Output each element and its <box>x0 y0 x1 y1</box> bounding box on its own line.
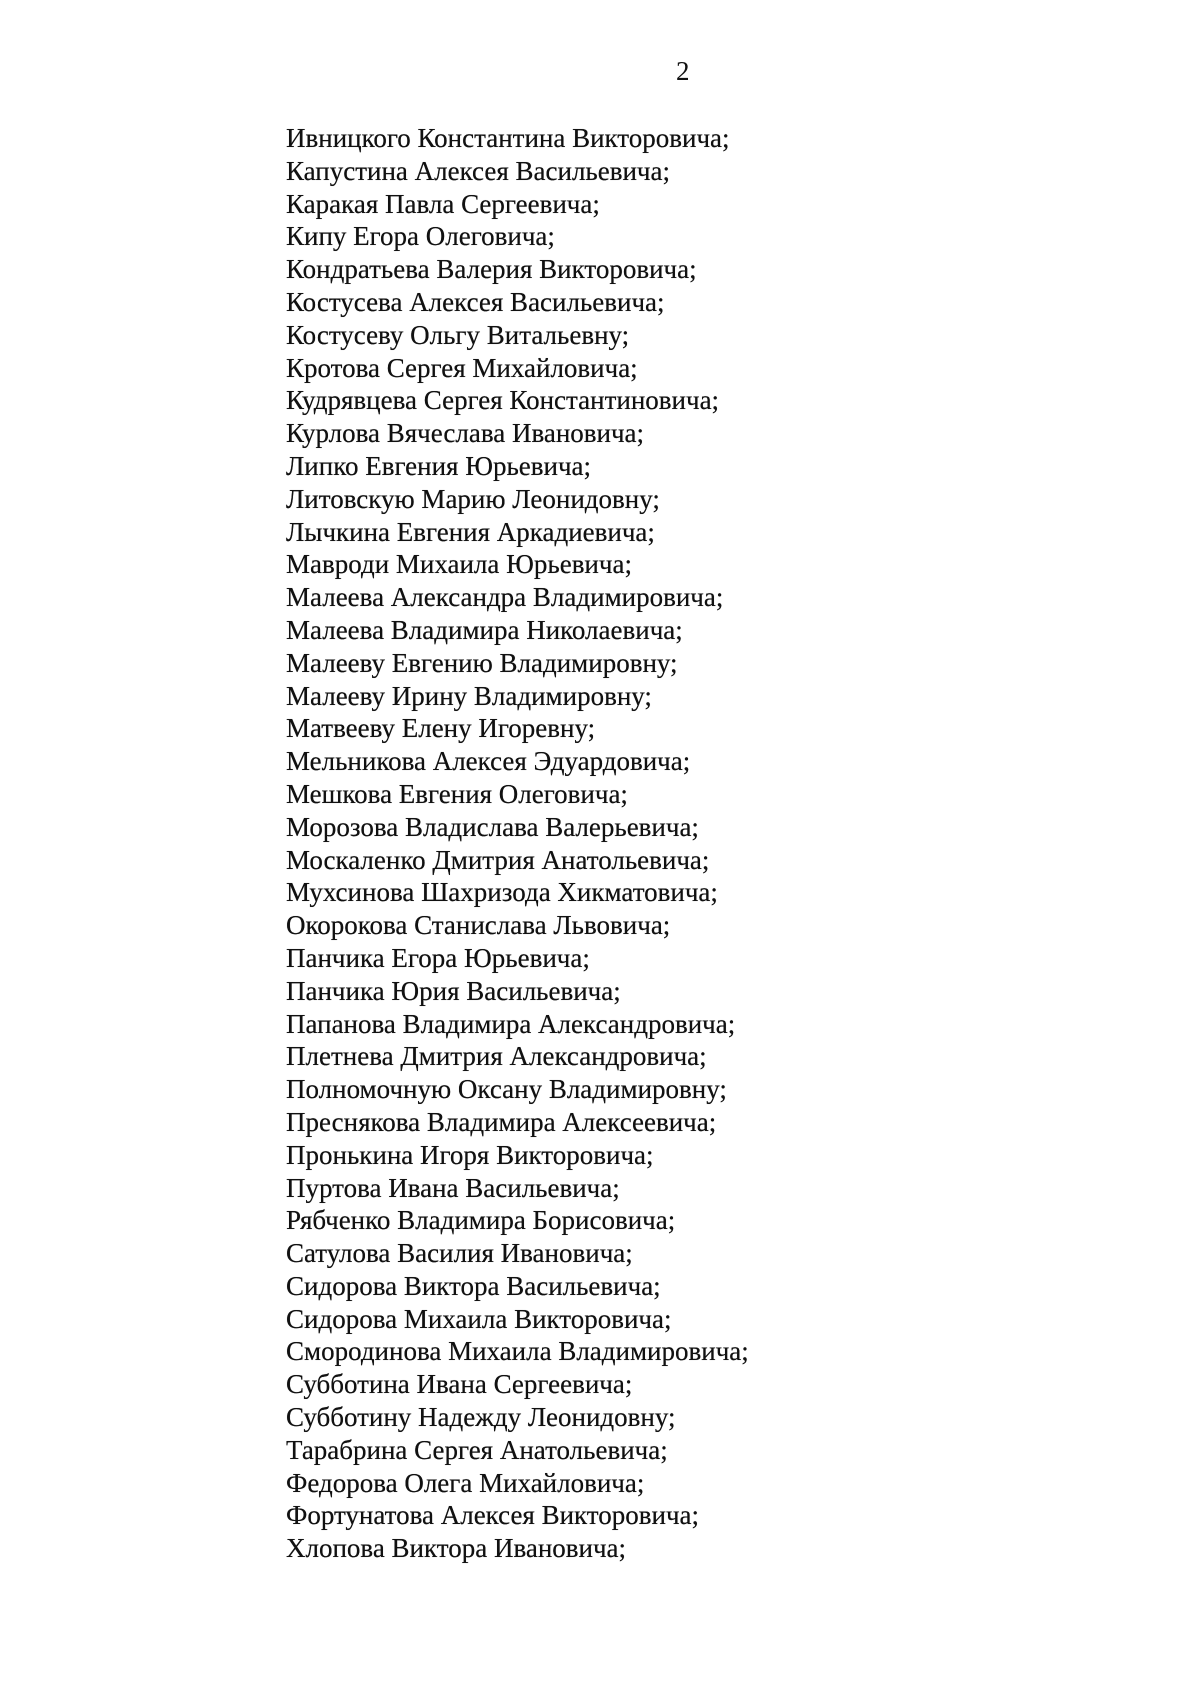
list-item: Малеева Владимира Николаевича; <box>286 614 683 645</box>
list-item: Ивницкого Константина Викторовича; <box>286 123 730 153</box>
name-list <box>286 122 1146 1565</box>
list-item: Плетнева Дмитрия Александровича; <box>286 1041 707 1072</box>
list-item: Хлопова Виктора Ивановича; <box>286 1533 627 1564</box>
list-item: Лычкина Евгения Аркадиевича; <box>286 516 655 547</box>
list-item: Капустина Алексея Васильевича; <box>286 155 670 186</box>
list-item: Полномочную Оксану Владимировну; <box>286 1074 727 1105</box>
page-number: 2 <box>676 56 690 86</box>
list-item: Кондратьева Валерия Викторовича; <box>286 254 697 285</box>
list-item: Кротова Сергея Михайловича; <box>286 352 638 383</box>
list-item: Малееву Ирину Владимировну; <box>286 680 652 711</box>
list-item: Федорова Олега Михайловича; <box>286 1467 645 1498</box>
list-item: Тарабрина Сергея Анатольевича; <box>286 1434 668 1465</box>
list-item: Пронькина Игоря Викторовича; <box>286 1139 654 1170</box>
list-item: Пуртова Ивана Васильевича; <box>286 1172 620 1203</box>
list-item: Сидорова Михаила Викторовича; <box>286 1303 672 1334</box>
list-item: Мавроди Михаила Юрьевича; <box>286 549 632 580</box>
list-item: Литовскую Марию Леонидовну; <box>286 483 660 514</box>
list-item: Костусеву Ольгу Витальевну; <box>286 319 630 350</box>
list-item: Преснякова Владимира Алексеевича; <box>286 1106 717 1137</box>
list-item: Мешкова Евгения Олеговича; <box>286 778 628 809</box>
list-item: Панчика Егора Юрьевича; <box>286 942 590 973</box>
list-item: Костусева Алексея Васильевича; <box>286 286 665 317</box>
list-item: Сидорова Виктора Васильевича; <box>286 1270 661 1301</box>
list-item: Липко Евгения Юрьевича; <box>286 450 592 481</box>
list-item: Субботина Ивана Сергеевича; <box>286 1369 633 1400</box>
list-item: Курлова Вячеслава Ивановича; <box>286 418 645 449</box>
list-item: Папанова Владимира Александровича; <box>286 1008 736 1039</box>
list-item: Панчика Юрия Васильевича; <box>286 975 621 1006</box>
list-item: Смородинова Михаила Владимировича; <box>286 1336 749 1367</box>
list-item: Окорокова Станислава Львовича; <box>286 910 671 941</box>
list-item: Малеева Александра Владимировича; <box>286 582 724 613</box>
list-item: Субботину Надежду Леонидовну; <box>286 1402 676 1433</box>
list-item: Фортунатова Алексея Викторовича; <box>286 1500 700 1531</box>
list-item: Рябченко Владимира Борисовича; <box>286 1205 676 1236</box>
list-item: Мухсинова Шахризода Хикматовича; <box>286 877 718 908</box>
list-item: Кудрявцева Сергея Константиновича; <box>286 385 720 416</box>
list-item: Кипу Егора Олеговича; <box>286 221 555 252</box>
list-item: Малееву Евгению Владимировну; <box>286 647 678 678</box>
list-item: Каракая Павла Сергеевича; <box>286 188 600 219</box>
list-item: Мельникова Алексея Эдуардовича; <box>286 746 691 777</box>
list-item: Морозова Владислава Валерьевича; <box>286 811 699 842</box>
list-item: Сатулова Василия Ивановича; <box>286 1238 633 1269</box>
list-item: Матвееву Елену Игоревну; <box>286 713 596 744</box>
list-item: Москаленко Дмитрия Анатольевича; <box>286 844 710 875</box>
